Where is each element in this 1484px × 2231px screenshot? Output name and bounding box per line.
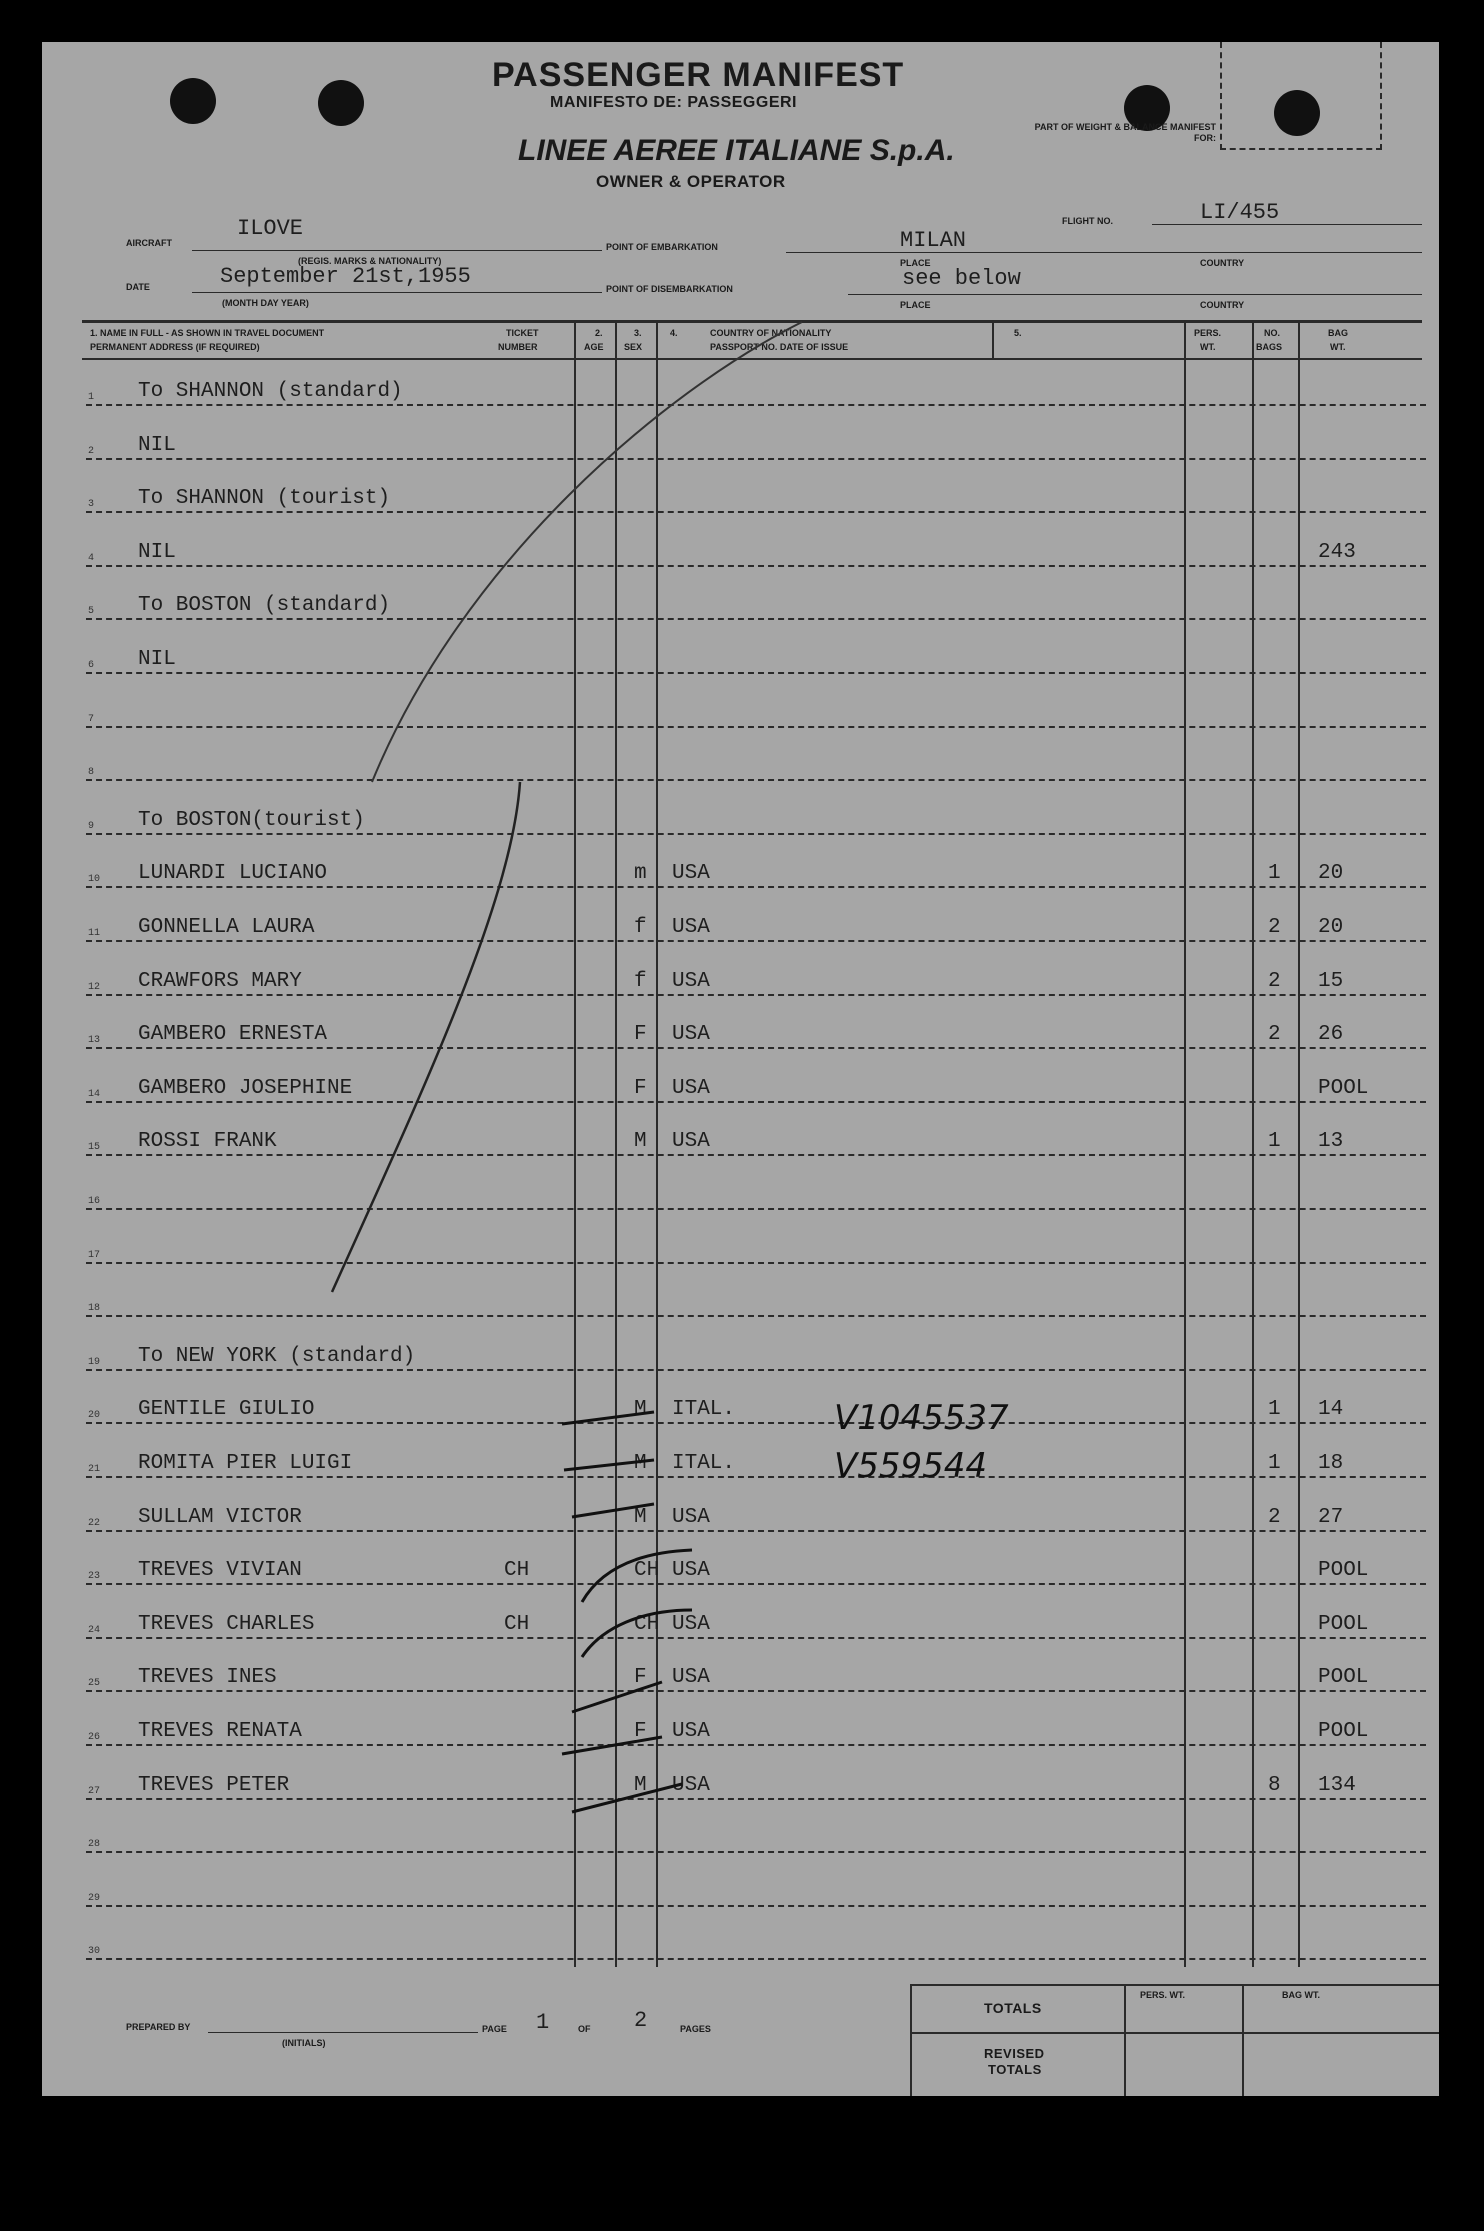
- bag-weight: POOL: [1318, 1720, 1369, 1743]
- bag-weight: 14: [1318, 1398, 1344, 1421]
- row-number: 10: [88, 874, 101, 885]
- nationality-value: USA: [672, 1077, 710, 1100]
- sex-value: CH: [634, 1559, 660, 1582]
- passenger-name: TREVES VIVIAN: [138, 1559, 302, 1582]
- bag-weight: 134: [1318, 1774, 1356, 1797]
- ticket-number: CH: [504, 1613, 530, 1636]
- bag-weight: POOL: [1318, 1559, 1369, 1582]
- row-number: 3: [88, 499, 95, 510]
- passenger-name: NIL: [138, 541, 176, 564]
- passenger-name: NIL: [138, 434, 176, 457]
- passenger-name: To SHANNON (tourist): [138, 487, 391, 510]
- row-number: 12: [88, 982, 101, 993]
- handwritten-passport-2: V559544: [834, 1446, 988, 1486]
- passenger-name: TREVES INES: [138, 1666, 277, 1689]
- sex-value: M: [634, 1774, 647, 1797]
- sex-value: F: [634, 1077, 647, 1100]
- bag-count: 1: [1268, 1452, 1281, 1475]
- row-number: 20: [88, 1410, 101, 1421]
- passenger-name: GENTILE GIULIO: [138, 1398, 315, 1421]
- col-5: 5.: [1014, 328, 1022, 338]
- bag-count: 8: [1268, 1774, 1281, 1797]
- bag-weight: 13: [1318, 1130, 1344, 1153]
- row-number: 23: [88, 1571, 101, 1582]
- airline-name: LINEE AEREE ITALIANE S.p.A.: [518, 134, 955, 167]
- bag-weight: 27: [1318, 1506, 1344, 1529]
- passenger-name: TREVES CHARLES: [138, 1613, 315, 1636]
- passenger-name: To SHANNON (standard): [138, 380, 403, 403]
- row-number: 15: [88, 1142, 101, 1153]
- col-no-bags: NO.: [1264, 328, 1281, 338]
- nationality-value: USA: [672, 1720, 710, 1743]
- sex-value: m: [634, 862, 647, 885]
- col-bag-wt: BAG: [1328, 328, 1348, 338]
- nationality-value: ITAL.: [672, 1452, 736, 1475]
- row-number: 16: [88, 1196, 101, 1207]
- row-number: 14: [88, 1089, 101, 1100]
- nationality-value: USA: [672, 970, 710, 993]
- weight-balance-label: PART OF WEIGHT & BALANCE MANIFEST FOR:: [1034, 122, 1216, 143]
- row-number: 29: [88, 1893, 101, 1904]
- bag-weight: 20: [1318, 916, 1344, 939]
- row-number: 24: [88, 1625, 101, 1636]
- nationality-value: USA: [672, 1613, 710, 1636]
- bag-count: 2: [1268, 1023, 1281, 1046]
- passenger-name: CRAWFORS MARY: [138, 970, 302, 993]
- passenger-name: GONNELLA LAURA: [138, 916, 315, 939]
- row-number: 26: [88, 1732, 101, 1743]
- sex-value: f: [634, 970, 647, 993]
- sex-value: F: [634, 1720, 647, 1743]
- row-number: 27: [88, 1786, 101, 1797]
- bag-weight: POOL: [1318, 1666, 1369, 1689]
- passenger-name: TREVES PETER: [138, 1774, 290, 1797]
- bag-count: 1: [1268, 1398, 1281, 1421]
- row-number: 6: [88, 660, 95, 671]
- page-total: 2: [634, 2008, 648, 2033]
- flight-number: LI/455: [1200, 200, 1280, 225]
- col-name: 1. NAME IN FULL - AS SHOWN IN TRAVEL DOCUMENT: [90, 328, 325, 338]
- bag-count: 2: [1268, 916, 1281, 939]
- page-subtitle: MANIFESTO DE: PASSEGGERI: [550, 94, 797, 111]
- sex-value: M: [634, 1506, 647, 1529]
- row-number: 7: [88, 714, 95, 725]
- passenger-name: SULLAM VICTOR: [138, 1506, 302, 1529]
- ticket-number: CH: [504, 1559, 530, 1582]
- totals-label: TOTALS: [984, 2000, 1042, 2016]
- row-number: 21: [88, 1464, 101, 1475]
- bag-weight: 26: [1318, 1023, 1344, 1046]
- nationality-value: USA: [672, 1559, 710, 1582]
- sex-value: f: [634, 916, 647, 939]
- bag-weight: POOL: [1318, 1077, 1369, 1100]
- row-number: 30: [88, 1946, 101, 1957]
- passenger-name: NIL: [138, 648, 176, 671]
- date-value: September 21st,1955: [220, 264, 471, 289]
- passenger-name: GAMBERO ERNESTA: [138, 1023, 328, 1046]
- bag-count: 1: [1268, 862, 1281, 885]
- sex-value: CH: [634, 1613, 660, 1636]
- row-number: 11: [88, 928, 101, 939]
- row-number: 28: [88, 1839, 101, 1850]
- bag-weight: 243: [1318, 541, 1356, 564]
- passenger-name: GAMBERO JOSEPHINE: [138, 1077, 353, 1100]
- row-number: 17: [88, 1250, 101, 1261]
- passenger-name: To BOSTON (standard): [138, 594, 391, 617]
- aircraft-value: ILOVE: [237, 216, 304, 241]
- row-number: 4: [88, 553, 95, 564]
- revised-label: REVISED: [984, 2046, 1045, 2061]
- row-number: 13: [88, 1035, 101, 1046]
- row-number: 1: [88, 392, 95, 403]
- passenger-name: To BOSTON(tourist): [138, 809, 365, 832]
- bag-weight: 20: [1318, 862, 1344, 885]
- page-number: 1: [536, 2010, 550, 2035]
- bag-count: 2: [1268, 1506, 1281, 1529]
- sex-value: M: [634, 1130, 647, 1153]
- nationality-value: USA: [672, 1666, 710, 1689]
- row-number: 8: [88, 767, 95, 778]
- col-pers-wt: PERS.: [1194, 328, 1222, 338]
- disembarkation-value: see below: [902, 266, 1021, 291]
- sex-value: F: [634, 1023, 647, 1046]
- embarkation-value: MILAN: [900, 228, 967, 253]
- col-nationality: COUNTRY OF NATIONALITY: [710, 328, 832, 338]
- bag-weight: POOL: [1318, 1613, 1369, 1636]
- bag-weight: 15: [1318, 970, 1344, 993]
- passenger-name: ROMITA PIER LUIGI: [138, 1452, 353, 1475]
- passenger-name: LUNARDI LUCIANO: [138, 862, 328, 885]
- nationality-value: USA: [672, 862, 710, 885]
- passenger-name: TREVES RENATA: [138, 1720, 302, 1743]
- sex-value: F: [634, 1666, 647, 1689]
- page-title: PASSENGER MANIFEST: [492, 56, 905, 94]
- row-number: 25: [88, 1678, 101, 1689]
- passenger-name: To NEW YORK (standard): [138, 1345, 416, 1368]
- nationality-value: ITAL.: [672, 1398, 736, 1421]
- row-number: 22: [88, 1518, 101, 1529]
- sex-value: M: [634, 1398, 647, 1421]
- col-sex: SEX: [624, 342, 643, 352]
- pencil-marks: [42, 42, 1439, 2096]
- owner-operator: OWNER & OPERATOR: [596, 172, 786, 191]
- row-number: 2: [88, 446, 95, 457]
- bag-count: 2: [1268, 970, 1281, 993]
- sex-value: M: [634, 1452, 647, 1475]
- passenger-name: ROSSI FRANK: [138, 1130, 277, 1153]
- nationality-value: USA: [672, 1506, 710, 1529]
- row-number: 18: [88, 1303, 101, 1314]
- bag-count: 1: [1268, 1130, 1281, 1153]
- nationality-value: USA: [672, 1130, 710, 1153]
- row-number: 5: [88, 606, 95, 617]
- row-number: 9: [88, 821, 95, 832]
- handwritten-passport-1: V1045537: [834, 1398, 1009, 1438]
- col-age: AGE: [584, 342, 604, 352]
- manifest-sheet: PART OF WEIGHT & BALANCE MANIFEST FOR: PASSENGER MANIFEST MANIFESTO DE: PASSEGGERI LINEE AEREE ITALIANE S.p.A. OWNER & OPERATOR AIRCRAFT ILOVE (REGIS. MARKS & NATIONALITY) POINT OF EMBARKATION MILAN PLACE COUNTRY FLIGHT NO. LI/455 DATE September 21st,1955 (MONTH DAY YEAR) POINT OF DISEMBARKATION see below PLACE COUNTRY 1. NAME IN FULL - AS SHOWN IN TRAVEL DOCUMENT PERMANENT ADDRESS (IF REQUIRED) TICKET NUMBER 2. AGE 3. SEX 4. COUNTRY OF NATIONALITY PASSPORT NO. DATE OF ISSUE 5. PERS. WT. NO. BAGS BAG WT. 1 To SHANNON (standard) 2 NIL 3 To SHANNON (tourist) 4 NIL 243 5 To BOSTON (standard) 6 NIL 7 8 9 To BOSTON(tourist) 10 LUNARDI LUCIANO m USA 1 20 11 GONNELLA LAURA f USA 2 20 12 CRAWFORS MARY f USA 2 15 13 GAMBERO ERNESTA F USA 2 26 14 GAMBERO JOSEPHINE F USA POOL 15 ROSSI FRANK M USA 1 13 16 17 18 19 To NEW YORK (standard) 20 GENTILE GIULIO M ITAL. 1 14 21 ROMITA PIER LUIGI M ITAL. 1 18 22 SULLAM VICTOR M USA 2 27 23 TREVES VIVIAN CH CH USA POOL 24 TREVES CHARLES CH CH USA POOL 25 TREVES INES F USA POOL 26 TREVES RENATA F USA POOL 27 TREVES PETER M USA 8 134 28 29 30 V1045537 V559544 PREPARED BY (INITIALS) PAGE 1 OF 2 PAGES TOTALS REVISED TOTALS PERS. WT. BAG WT.: [42, 42, 1439, 2096]
- bag-weight: 18: [1318, 1452, 1344, 1475]
- nationality-value: USA: [672, 1774, 710, 1797]
- nationality-value: USA: [672, 1023, 710, 1046]
- col-ticket: TICKET: [506, 328, 539, 338]
- row-number: 19: [88, 1357, 101, 1368]
- nationality-value: USA: [672, 916, 710, 939]
